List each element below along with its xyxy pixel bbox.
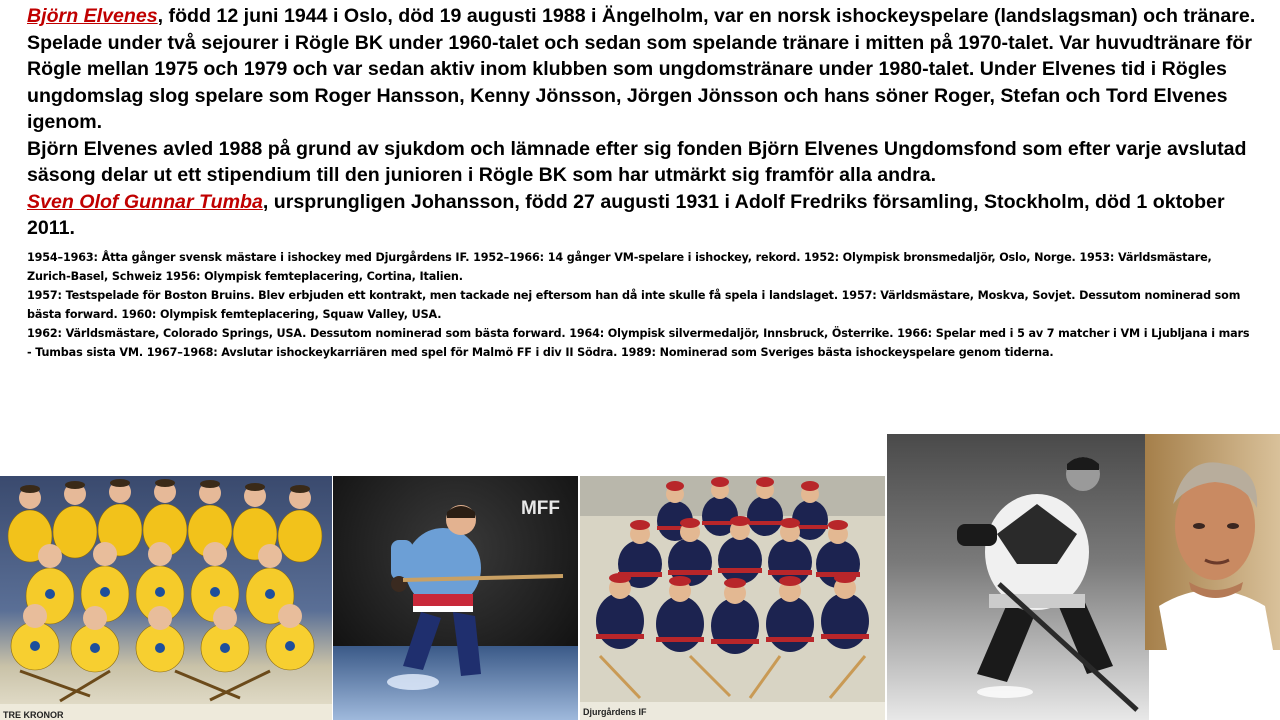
bjorn-elvenes-link[interactable]: Björn Elvenes: [27, 5, 158, 27]
djurgarden-caption: Djurgårdens IF: [583, 707, 647, 717]
bjorn-legacy-paragraph: Björn Elvenes avled 1988 på grund av sjukdom och lämnade efter sig fonden Björn Elvenes Ungdomsfond som efter varje avslutad säsong delar ut ett stipendium till den junioren i Rögle BK som har utmärkt sig framför alla andra.: [27, 137, 1247, 186]
tumba-link[interactable]: Sven Olof Gunnar Tumba: [27, 190, 263, 213]
bjorn-career-paragraph: Spelade under två sejourer i Rögle BK under 1960-talet och sedan som spelande tränare i mitten på 1970-talet. Var huvudtränare för Rögle mellan 1975 och 1979 och var sedan aktiv inom klubben som ungdomstränare under 1980-talet. Under Elvenes tid i Rögles ungdomslag slog spelare som Roger Hansson, Kenny Jönsson, Jörgen Jönsson och hans söner Roger, Stefan och Tord Elvenes igenom.: [27, 31, 1252, 133]
tumba-career-list: [27, 248, 1257, 362]
tumba-career-item: 1957: Testspelade för Boston Bruins. Blev erbjuden ett kontrakt, men tackade nej eftersom han då inte skulle få spela i landslaget. 1957: Världsmästare, Moskva, Sovjet. Dessutom nominerad som bästa forward. 1960: Olympisk femteplacering, Squaw Valley, USA.: [27, 288, 1241, 321]
bjorn-intro-paragraph: [27, 3, 1257, 30]
tre-kronor-team-photo: [0, 476, 332, 720]
tumba-intro-paragraph: [27, 189, 1257, 242]
tumba-portrait-photo: [1145, 434, 1280, 650]
tumba-intro-text: , ursprungligen Johansson, född 27 augusti 1931 i Adolf Fredriks församling, Stockholm, död 1 oktober 2011.: [27, 190, 1225, 239]
tumba-career-item: 1954–1963: Åtta gånger svensk mästare i ishockey med Djurgårdens IF. 1952–1966: 14 gånger VM-spelare i ishockey, rekord. 1952: Olympisk bronsmedaljör, Oslo, Norge. 1953: Världsmästare, Zurich-Basel, Schweiz 1956: Olympisk femteplacering, Cortina, Italien.: [27, 250, 1212, 283]
tumba-action-photo: [887, 434, 1149, 720]
mff-player-photo: [333, 476, 578, 720]
tre-kronor-caption: TRE KRONOR: [3, 710, 64, 720]
mff-label: MFF: [520, 498, 560, 519]
bjorn-intro-text: , född 12 juni 1944 i Oslo, död 19 augusti 1988 i Ängelholm, var en norsk ishockeyspelare (landslagsman) och tränare.: [157, 5, 1256, 27]
tumba-career-item: 1962: Världsmästare, Colorado Springs, USA. Dessutom nominerad som bästa forward. 1964: Olympisk silvermedaljör, Innsbruck, Österrike. 1966: Spelar med i 5 av 7 matcher i VM i Ljubljana i mars - Tumbas sista VM. 1967–1968: Avslutar ishockeykarriären med spel för Malmö FF i div II Södra. 1989: Nominerad som Sveriges bästa ishockeyspelare genom tiderna.: [27, 326, 1250, 359]
djurgarden-team-photo: [580, 476, 885, 720]
text-block: [27, 3, 1257, 362]
